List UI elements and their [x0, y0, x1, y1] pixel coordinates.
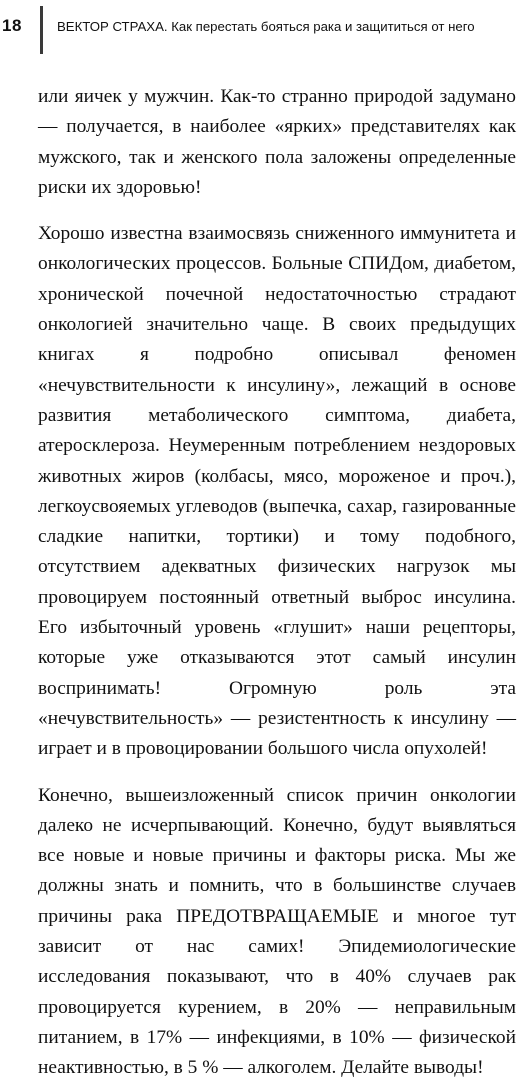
page-number: 18 [2, 16, 22, 35]
paragraph-3: Конечно, вышеизложенный список причин онкологии далеко не исчерпывающий. Конечно, будут выявляться все новые и новые причины и факторы риска. Мы же должны знать и помнить, что в большинстве случаев причины рака ПРЕДОТВРАЩАЕМЫЕ и многое тут зависит от нас самих! Эпидемиологические исследования показывают, что в 40% случаев рак провоцируется курением, в 20% — неправильным питанием, в 17% — инфекциями, в 10% — физической неактивностью, в 5 % — алкоголем. Делайте выводы! [38, 784, 516, 1079]
paragraph-1: или яичек у мужчин. Как-то странно природой задумано — получается, в наиболее «ярких» представителях как мужского, так и женского пола заложены определенные риски их здоровью! [38, 86, 516, 198]
paragraph-2: Хорошо известна взаимосвязь сниженного иммунитета и онкологических процессов. Больные СПИДом, диабетом, хронической почечной недостаточностью страдают онкологией значительно чаще. В своих предыдущих книгах я подробно описывал феномен «нечувствительности к инсулину», лежащий в основе развития метаболического симптома, диабета, атеросклероза. Неумеренным потреблением нездоровых животных жиров (колбасы, мясо, мороженое и проч.), легкоусвояемых углеводов (выпечка, сахар, газированные сладкие напитки, тортики) и тому подобного, отсутствием адекватных физических нагрузок мы провоцируем постоянный ответный выброс инсулина. Его избыточный уровень «глушит» наши рецепторы, которые уже отказываются этот самый инсулин воспринимать! Огромную роль эта «нечувствительность» — резистентность к инсулину — играет и в провоцировании большого числа опухолей! [38, 223, 516, 760]
header-divider [40, 6, 43, 54]
page-header [0, 0, 524, 60]
body-text [38, 82, 516, 1084]
running-title: ВЕКТОР СТРАХА. Как перестать бояться рака и защититься от него [57, 19, 475, 34]
